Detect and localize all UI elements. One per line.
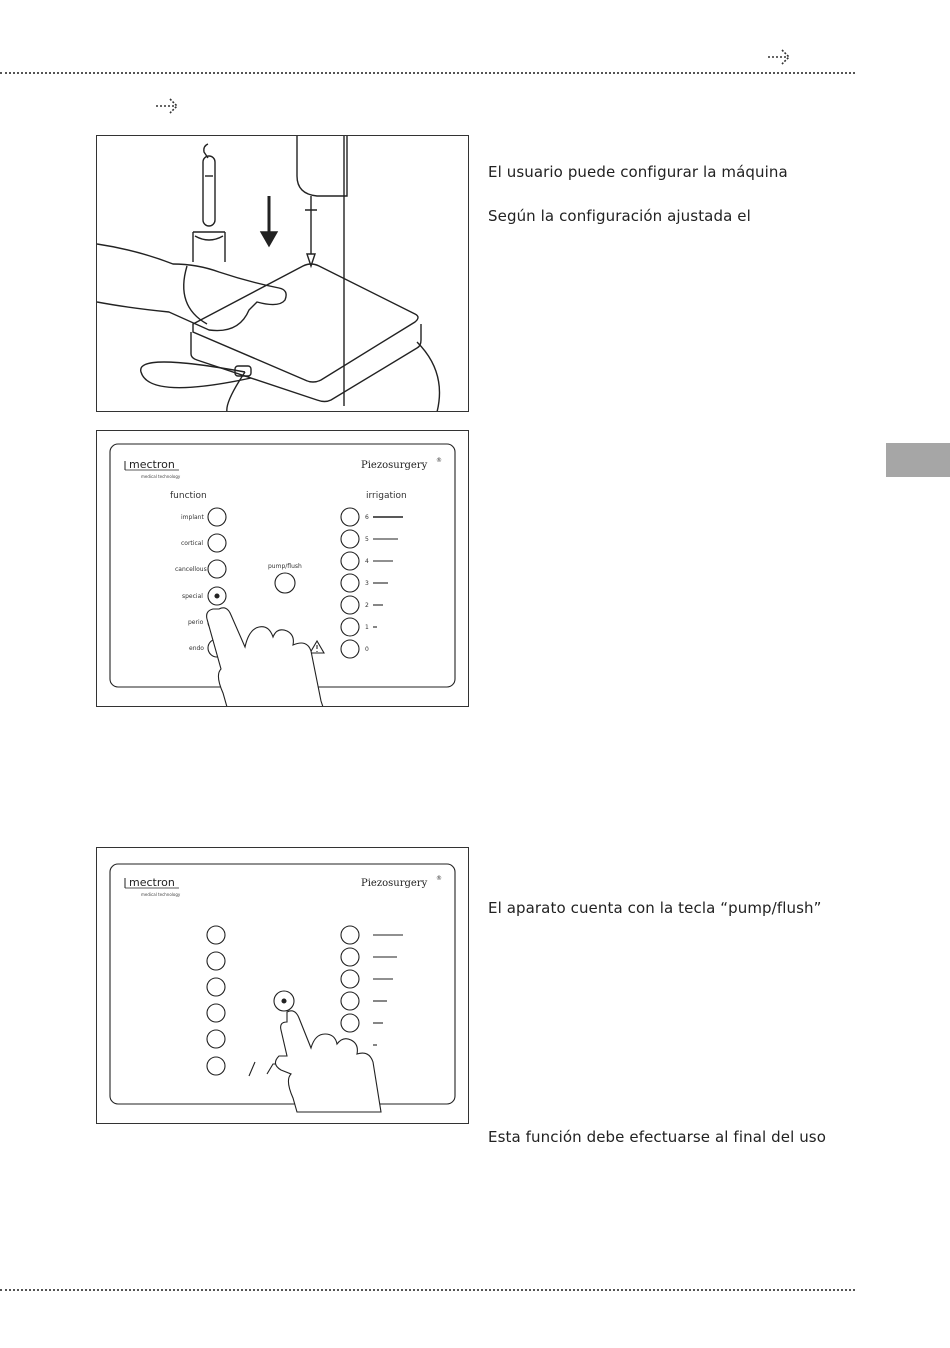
irrigation-button-1[interactable] [341, 618, 377, 636]
brand-mectron: mectron [129, 876, 175, 889]
pump-flush-label: pump/flush [268, 563, 302, 570]
irrigation-button-2[interactable] [341, 596, 383, 614]
function-label: implant [181, 514, 204, 521]
irrigation-button-4[interactable] [341, 552, 393, 570]
irrigation-button-0[interactable] [341, 640, 369, 658]
pointing-hand-icon [275, 1011, 381, 1112]
brand-subtitle: medical technology [141, 892, 181, 897]
header-dotted-rule [0, 72, 855, 74]
control-panel-function-illustration [96, 430, 469, 707]
irrigation-button[interactable] [341, 992, 359, 1010]
irrigation-button-3[interactable] [341, 574, 388, 592]
paragraph-config-adjusted: Según la configuración ajustada el [488, 207, 751, 225]
irrigation-level-label: 5 [365, 536, 369, 543]
irrigation-button[interactable] [341, 926, 359, 944]
irrigation-button-5[interactable] [341, 530, 398, 548]
function-button[interactable] [207, 926, 225, 944]
irrigation-button[interactable] [341, 970, 359, 988]
function-button-cancellous[interactable] [175, 560, 226, 578]
function-label: special [182, 593, 203, 600]
section-tab-marker [886, 443, 950, 477]
function-button-special[interactable] [182, 587, 226, 605]
footer-dotted-rule [0, 1289, 855, 1291]
header-arrow-icon [766, 47, 794, 67]
warning-icon [310, 641, 324, 653]
paragraph-end-of-use: Esta función debe efectuarse al final del uso [488, 1128, 827, 1146]
product-name: Piezosurgery [361, 460, 428, 471]
control-panel-pump-illustration [96, 847, 469, 1124]
tip-icon [249, 1062, 279, 1076]
irrigation-button[interactable] [341, 948, 359, 966]
function-button[interactable] [207, 952, 225, 970]
product-name: Piezosurgery [361, 878, 428, 889]
footswitch-illustration [96, 135, 469, 412]
function-button[interactable] [207, 1030, 225, 1048]
function-title: function [170, 491, 207, 501]
brand-subtitle: medical technology [141, 474, 181, 479]
paragraph-user-config: El usuario puede configurar la máquina [488, 163, 788, 181]
irrigation-level-label: 6 [365, 514, 369, 521]
pump-flush-button[interactable] [275, 573, 295, 593]
section-arrow-icon [154, 96, 182, 116]
function-label: cortical [181, 540, 204, 547]
pointing-hand-icon [207, 608, 323, 706]
function-label: cancellous [175, 566, 207, 573]
function-button-implant[interactable] [181, 508, 226, 526]
irrigation-level-label: 4 [365, 558, 369, 565]
function-button[interactable] [207, 978, 225, 996]
product-mark: ® [436, 875, 442, 882]
function-label: endo [189, 645, 204, 652]
irrigation-title: irrigation [366, 491, 407, 501]
irrigation-button-6[interactable] [341, 508, 403, 526]
product-mark: ® [436, 457, 442, 464]
function-label: perio [188, 619, 204, 626]
irrigation-level-label: 1 [365, 624, 369, 631]
irrigation-button[interactable] [341, 1014, 359, 1032]
brand-mectron: mectron [129, 458, 175, 471]
function-button-cortical[interactable] [181, 534, 226, 552]
irrigation-level-label: 2 [365, 602, 369, 609]
function-button[interactable] [207, 1057, 225, 1075]
irrigation-level-label: 3 [365, 580, 369, 587]
irrigation-level-label: 0 [365, 646, 369, 653]
paragraph-pump-flush: El aparato cuenta con la tecla “pump/flush” [488, 899, 822, 917]
function-button[interactable] [207, 1004, 225, 1022]
